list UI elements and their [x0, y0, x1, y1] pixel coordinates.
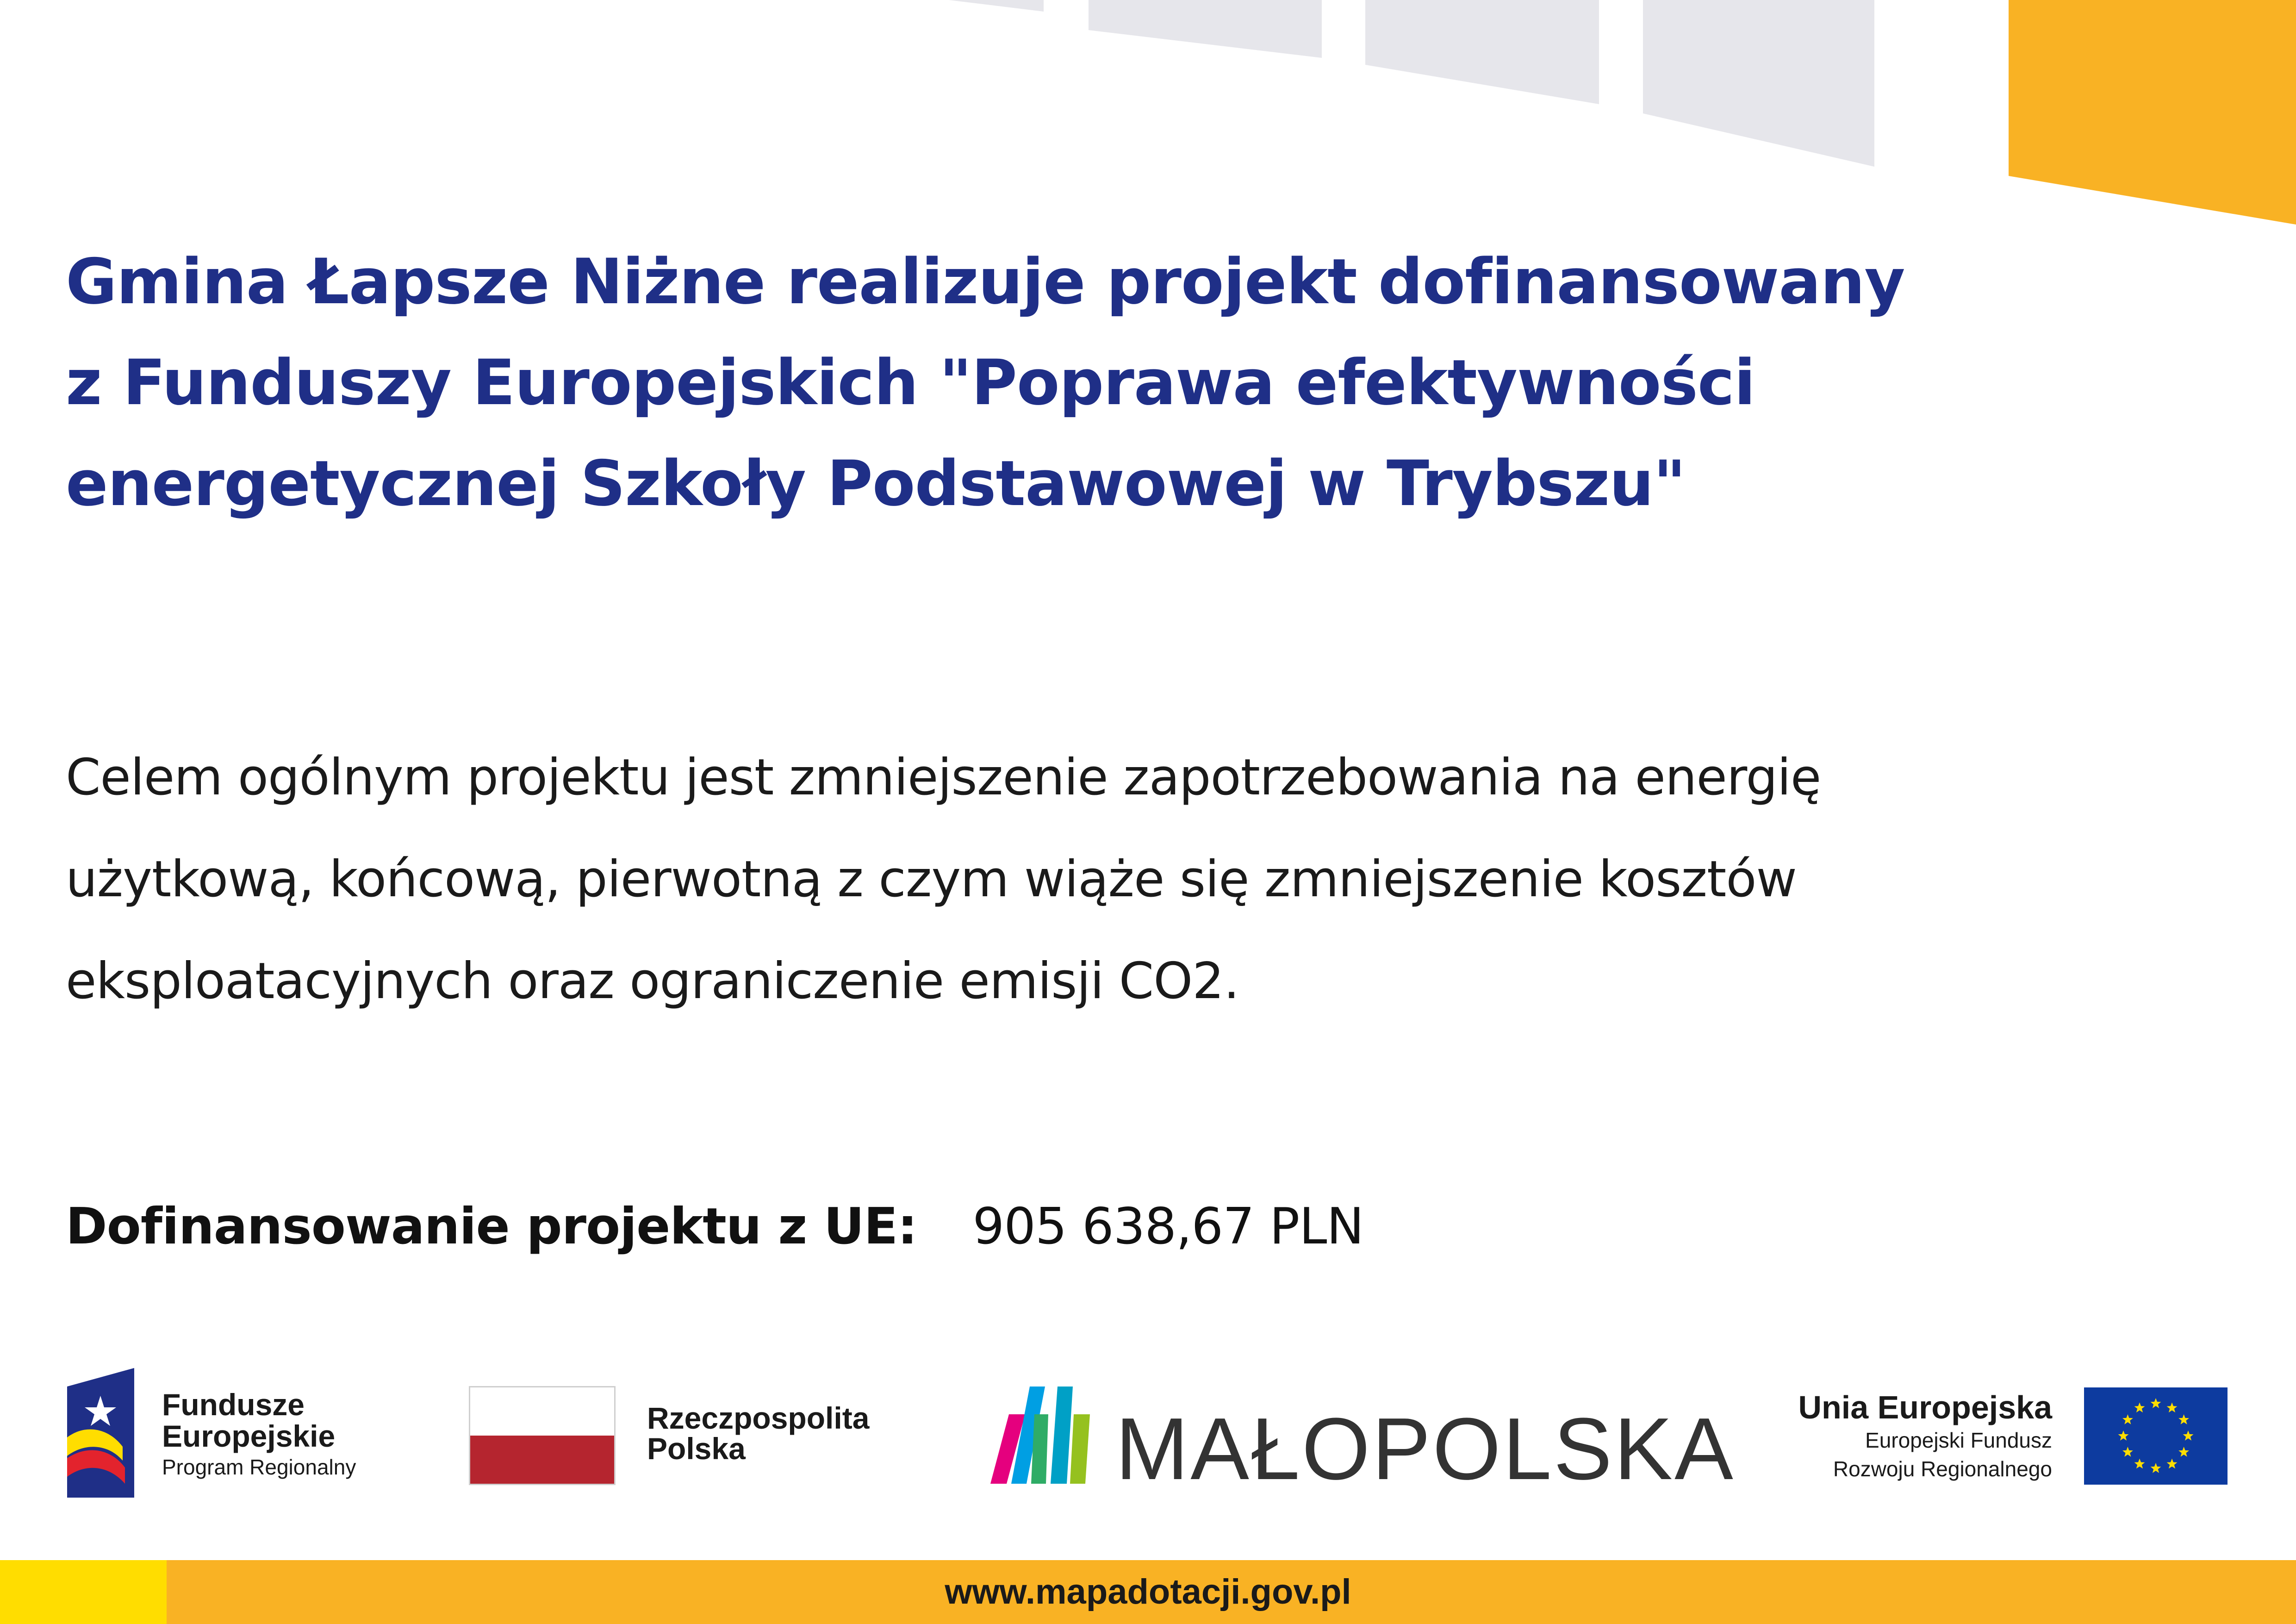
eu-flag-icon — [2084, 1387, 2228, 1485]
fundusze-europejskie-text — [162, 1389, 356, 1482]
funding-value: 905 638,67 PLN — [972, 1198, 1364, 1255]
project-description — [66, 727, 2010, 1032]
polish-flag-icon — [469, 1386, 616, 1485]
rzeczpospolita-text — [647, 1403, 869, 1464]
decorative-header-shapes — [0, 0, 2296, 231]
unia-europejska-text — [1798, 1389, 2052, 1483]
footer-url[interactable]: www.mapadotacji.gov.pl — [945, 1572, 1351, 1612]
description-line: użytkową, końcową, pierwotną z czym wiąże się zmniejszenie kosztów — [66, 850, 1797, 908]
malopolska-wordmark: MAŁOPOLSKA — [1115, 1400, 1735, 1498]
title-line: Gmina Łapsze Niżne realizuje projekt dofinansowany — [66, 245, 1905, 318]
unia-fund-line: Rozwoju Regionalnego — [1833, 1457, 2052, 1481]
fundusze-europejskie-logo — [67, 1368, 134, 1498]
description-line: Celem ogólnym projektu jest zmniejszenie zapotrzebowania na energię — [66, 749, 1821, 806]
fundusze-program: Program Regionalny — [162, 1455, 356, 1479]
project-title — [66, 231, 1917, 534]
rzeczpospolita-line: Polska — [647, 1431, 746, 1466]
unia-fund-line: Europejski Fundusz — [1865, 1428, 2052, 1452]
fundusze-name-line: Europejskie — [162, 1419, 336, 1453]
rzeczpospolita-line: Rzeczpospolita — [647, 1401, 870, 1435]
fundusze-name-line: Fundusze — [162, 1387, 305, 1422]
funding-row — [66, 1194, 1363, 1259]
title-line: energetycznej Szkoły Podstawowej w Trybszu" — [66, 447, 1686, 520]
description-line: eksploatacyjnych oraz ograniczenie emisji CO2. — [66, 952, 1239, 1010]
malopolska-m-icon — [990, 1387, 1092, 1484]
unia-name: Unia Europejska — [1798, 1389, 2052, 1425]
title-line: z Funduszy Europejskich "Poprawa efektywności — [66, 346, 1755, 419]
funding-label: Dofinansowanie projektu z UE: — [66, 1198, 917, 1255]
